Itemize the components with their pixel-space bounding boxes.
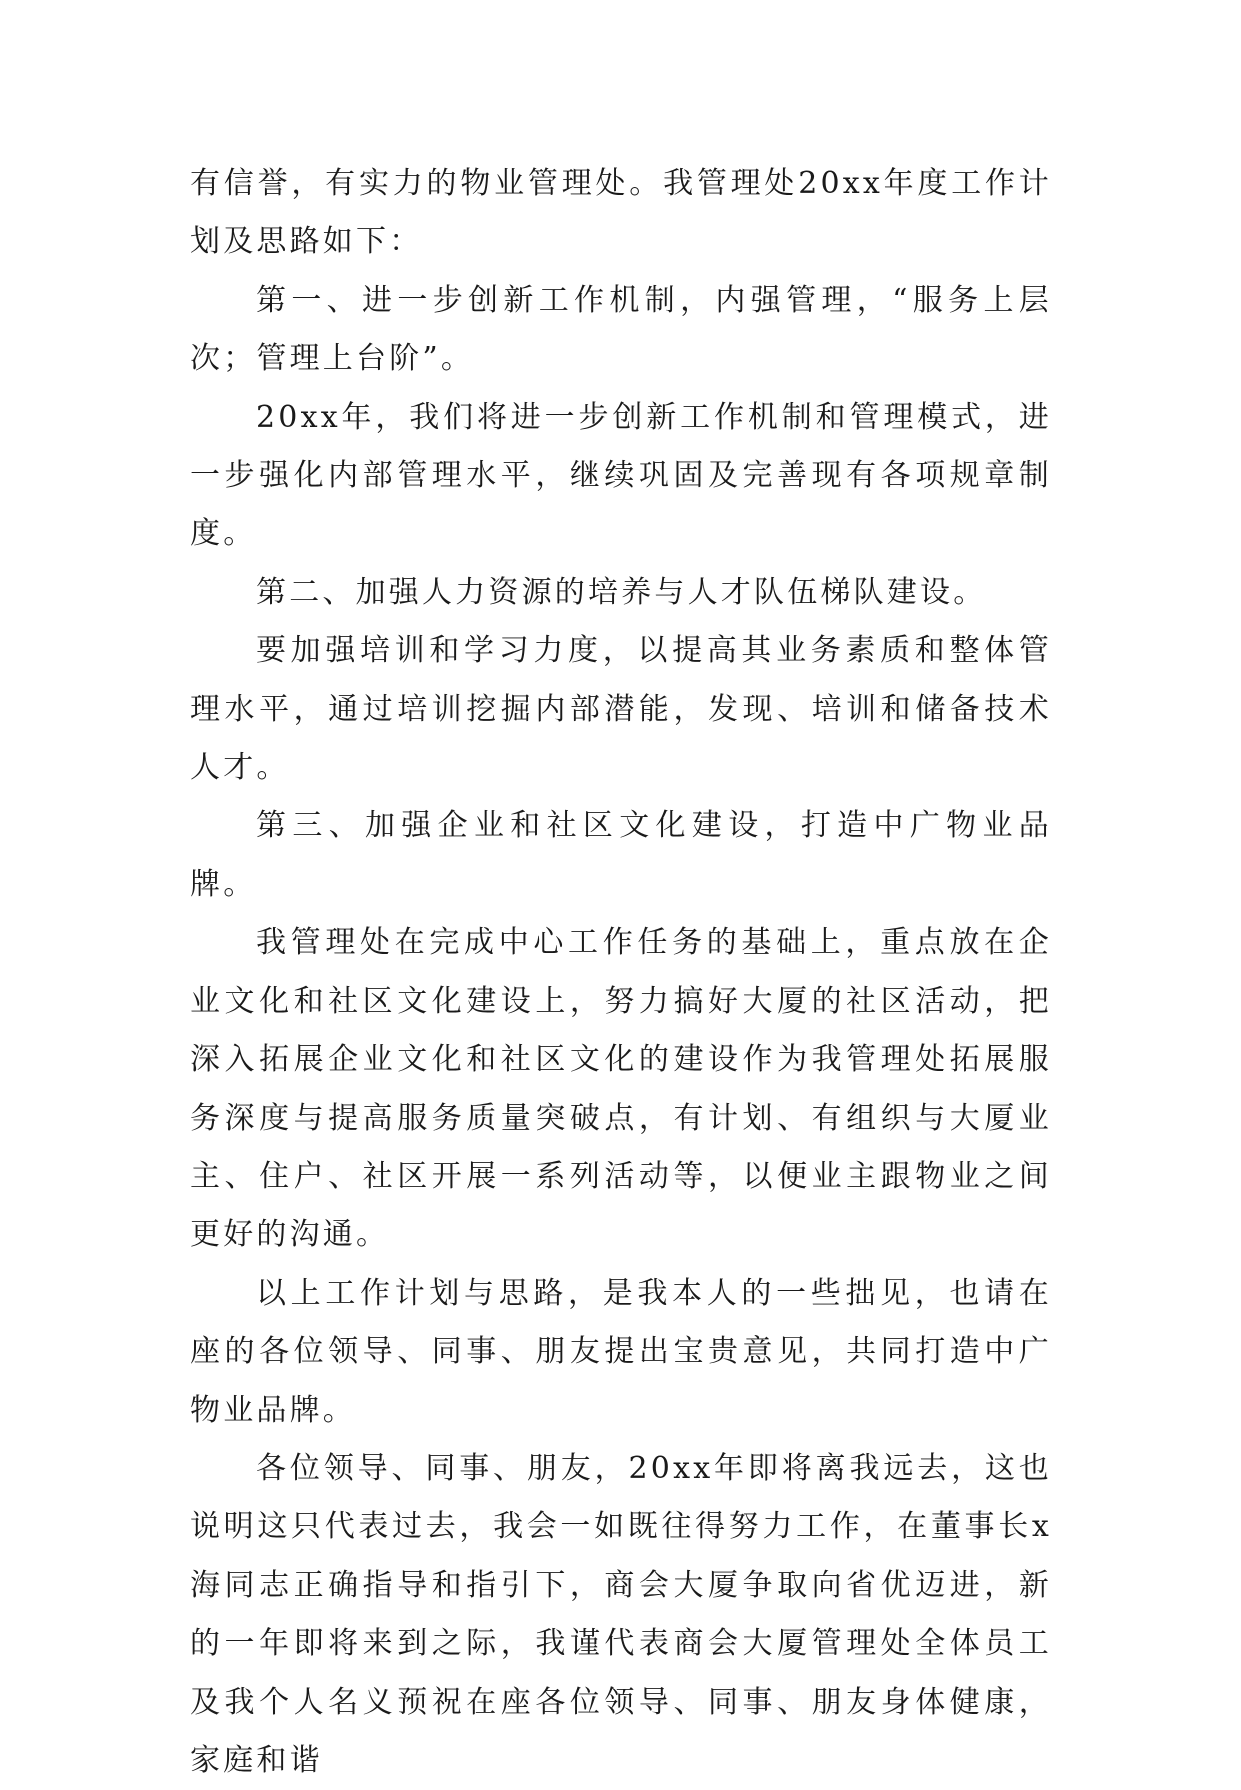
paragraph-3: 20xx年，我们将进一步创新工作机制和管理模式，进一步强化内部管理水平，继续巩固及完善现有各项规章制度。 [190, 399, 1052, 552]
document-body [190, 155, 1052, 1790]
paragraph-1: 有信誉，有实力的物业管理处。我管理处20xx年度工作计划及思路如下： [190, 166, 1052, 260]
paragraph-7: 我管理处在完成中心工作任务的基础上，重点放在企业文化和社区文化建设上，努力搞好大厦的社区活动，把深入拓展企业文化和社区文化的建设作为我管理处拓展服务深度与提高服务质量突破点，有计划、有组织与大厦业主、住户、社区开展一系列活动等，以便业主跟物业之间更好的沟通。 [190, 925, 1052, 1253]
paragraph-2: 第一、进一步创新工作机制，内强管理，“服务上层次；管理上台阶”。 [190, 282, 1052, 377]
paragraph-8: 以上工作计划与思路，是我本人的一些拙见，也请在座的各位领导、同事、朋友提出宝贵意见，共同打造中广物业品牌。 [190, 1275, 1052, 1428]
paragraph-9: 各位领导、同事、朋友，20xx年即将离我远去，这也说明这只代表过去，我会一如既往得努力工作，在董事长x海同志正确指导和指引下，商会大厦争取向省优迈进，新的一年即将来到之际，我谨代表商会大厦管理处全体员工及我个人名义预祝在座各位领导、同事、朋友身体健康，家庭和谐 [190, 1450, 1052, 1778]
paragraph-4: 第二、加强人力资源的培养与人才队伍梯队建设。 [256, 574, 987, 610]
paragraph-5: 要加强培训和学习力度，以提高其业务素质和整体管理水平，通过培训挖掘内部潜能，发现、培训和储备技术人才。 [190, 633, 1052, 786]
paragraph-6: 第三、加强企业和社区文化建设，打造中广物业品牌。 [190, 808, 1052, 902]
